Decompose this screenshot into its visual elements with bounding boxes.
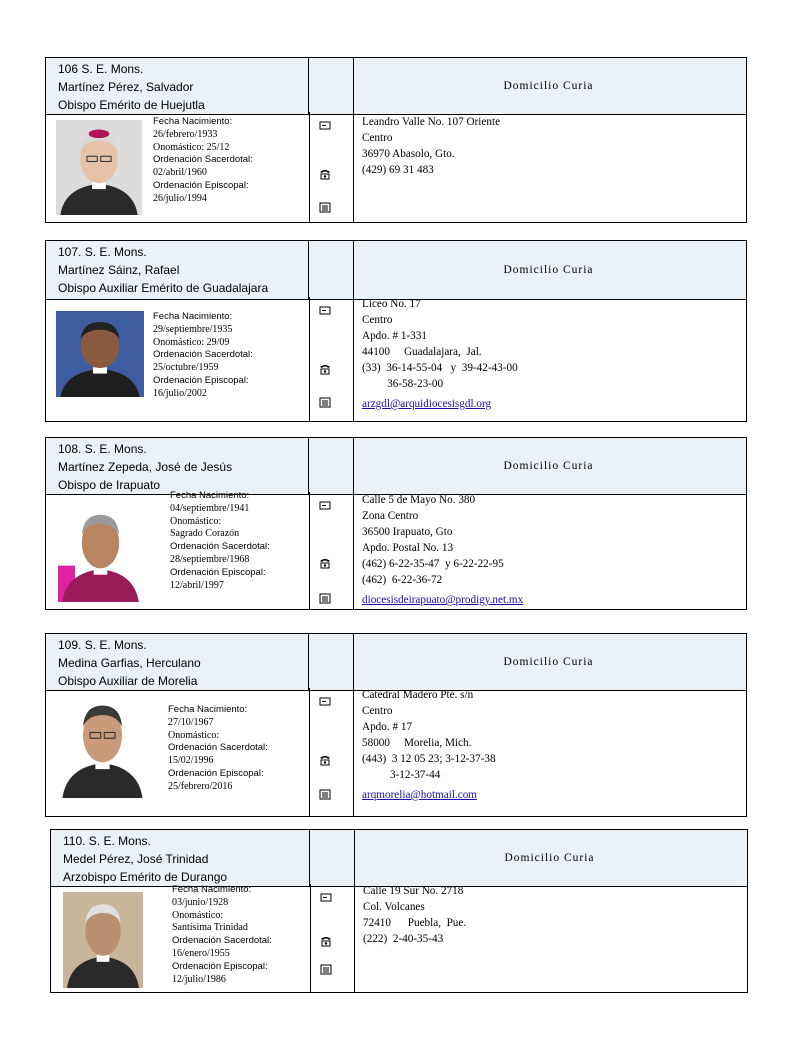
bishop-portrait — [58, 502, 143, 602]
address-line: (443) 3 12 05 23; 3-12-37-38 — [362, 753, 496, 765]
mailbox-icon — [319, 498, 331, 510]
address-line: Zona Centro — [362, 510, 419, 522]
telephone-icon — [319, 362, 331, 374]
address-line: Col. Volcanes — [363, 901, 425, 913]
info-label: Fecha Nacimiento: — [168, 704, 248, 715]
domicilio-heading: Domicilio Curia — [503, 460, 594, 472]
directory-entry — [45, 240, 747, 422]
bishop-office: Arzobispo Emérito de Durango — [63, 870, 228, 884]
photo-info-column — [46, 492, 310, 609]
entry-body — [46, 492, 746, 609]
domicilio-heading: Domicilio Curia — [503, 264, 594, 276]
info-value: 29/septiembre/1935 — [153, 323, 233, 335]
address-line: 36500 Irapuato, Gto — [362, 526, 453, 538]
fax-icon — [319, 787, 331, 799]
mailbox-icon — [319, 694, 331, 706]
header-icon-column — [309, 58, 354, 114]
header-icon-column — [309, 438, 354, 494]
curia-address — [362, 114, 500, 178]
info-label: Ordenación Episcopal: — [168, 767, 264, 779]
fax-icon — [320, 962, 332, 974]
bishop-name-block — [46, 438, 309, 494]
entry-header — [46, 634, 746, 691]
entry-body — [46, 112, 746, 222]
info-value: 25/octubre/1959 — [153, 362, 219, 374]
info-value: 26/julio/1994 — [153, 192, 207, 204]
bishop-portrait — [58, 692, 147, 798]
curia-address — [363, 883, 466, 947]
domicilio-heading: Domicilio Curia — [503, 80, 594, 92]
directory-entry — [45, 437, 747, 610]
info-value: 25/febrero/2016 — [168, 780, 233, 792]
entry-header — [46, 438, 746, 495]
address-line: Apdo. # 17 — [362, 721, 413, 733]
info-value: 16/julio/2002 — [153, 387, 207, 399]
address-line: Centro — [362, 314, 393, 326]
info-value: 12/abril/1997 — [170, 579, 224, 591]
info-label: Ordenación Episcopal: — [153, 179, 249, 191]
info-label: Ordenación Sacerdotal: — [170, 541, 270, 553]
address-line: (222) 2-40-35-43 — [363, 933, 444, 945]
info-label: Ordenación Episcopal: — [172, 960, 268, 972]
bishop-name: Medina Garfias, Herculano — [58, 656, 201, 670]
address-line: (33) 36-14-55-04 y 39-42-43-00 — [362, 362, 518, 374]
info-value: 02/abril/1960 — [153, 167, 207, 179]
bishop-office: Obispo de Irapuato — [58, 478, 161, 492]
info-value: Sagrado Corazón — [170, 528, 240, 540]
address-line: Apdo. # 1-331 — [362, 330, 427, 342]
email-link[interactable]: diocesisdeirapuato@prodigy.net.mx — [362, 594, 524, 606]
domicilio-heading: Domicilio Curia — [503, 656, 594, 668]
bishop-office: Obispo Auxiliar Emérito de Guadalajara — [58, 281, 269, 295]
address-line: Centro — [362, 132, 393, 144]
photo-info-column — [46, 297, 310, 421]
address-line: (462) 6-22-36-72 — [362, 574, 443, 586]
address-line: Calle 5 de Mayo No. 380 — [362, 494, 476, 506]
address-line: 44100 Guadalajara, Jal. — [362, 346, 482, 358]
entry-header — [51, 830, 747, 887]
address-line: Leandro Valle No. 107 Oriente — [362, 116, 501, 128]
info-value: Santísima Trinidad — [172, 922, 248, 934]
bishop-name-block — [46, 241, 309, 299]
photo-info-column — [51, 884, 311, 992]
info-label: Fecha Nacimiento: — [153, 116, 233, 127]
bishop-office: Obispo Auxiliar de Morelia — [58, 674, 198, 688]
bishop-name: Martínez Zepeda, José de Jesús — [58, 460, 233, 474]
info-label: Onomástico: — [168, 729, 220, 741]
header-icon-column — [310, 830, 355, 886]
entry-number-title: 109. S. E. Mons. — [58, 638, 147, 652]
photo-info-column — [46, 688, 310, 816]
bishop-name: Medel Pérez, José Trinidad — [63, 852, 209, 866]
telephone-icon — [319, 167, 331, 179]
email-link[interactable]: arzgdl@arquidiocesisgdl.org — [362, 398, 492, 410]
entry-number-title: 110. S. E. Mons. — [63, 834, 151, 848]
info-label: Ordenación Sacerdotal: — [168, 742, 268, 754]
contact-icon-column — [309, 297, 354, 421]
address-line: Calle 19 Sur No. 2718 — [363, 885, 464, 897]
address-line: (429) 69 31 483 — [362, 164, 434, 176]
contact-icon-column — [310, 884, 355, 992]
curia-address — [362, 492, 523, 608]
bishop-portrait — [56, 311, 144, 397]
info-label: Fecha Nacimiento: — [170, 490, 250, 501]
entry-body — [51, 884, 747, 992]
biographical-dates — [170, 490, 270, 592]
address-line: 36-58-23-00 — [362, 378, 444, 390]
directory-entry — [45, 633, 747, 817]
address-line: (462) 6-22-35-47 y 6-22-22-95 — [362, 558, 504, 570]
telephone-icon — [320, 934, 332, 946]
email-link[interactable]: arqmorelia@hotmail.com — [362, 789, 477, 801]
info-label: Ordenación Episcopal: — [170, 566, 266, 578]
address-line: Liceo No. 17 — [362, 298, 421, 310]
info-value: 27/10/1967 — [168, 716, 214, 728]
biographical-dates — [153, 311, 253, 401]
info-label: Onomástico: — [170, 515, 222, 527]
header-icon-column — [309, 241, 354, 299]
bishop-name-block — [51, 830, 310, 886]
info-value: 15/02/1996 — [168, 755, 214, 767]
directory-entry — [50, 829, 748, 993]
info-value: 26/febrero/1933 — [153, 128, 218, 140]
contact-icon-column — [309, 112, 354, 222]
entry-body — [46, 297, 746, 421]
info-label: Onomástico: 29/09 — [153, 336, 230, 348]
address-line: Apdo. Postal No. 13 — [362, 542, 454, 554]
info-value: 28/septiembre/1968 — [170, 553, 250, 565]
info-label: Onomástico: — [172, 909, 224, 921]
info-label: Onomástico: 25/12 — [153, 141, 230, 153]
fax-icon — [319, 395, 331, 407]
mailbox-icon — [319, 303, 331, 315]
info-value: 16/enero/1955 — [172, 947, 230, 959]
bishop-portrait — [63, 892, 143, 988]
info-label: Ordenación Sacerdotal: — [172, 935, 272, 947]
entry-number-title: 107. S. E. Mons. — [58, 245, 147, 259]
bishop-name-block — [46, 58, 309, 114]
address-line: 3-12-37-44 — [362, 769, 441, 781]
address-line: 36970 Abasolo, Gto. — [362, 148, 455, 160]
entry-body — [46, 688, 746, 816]
contact-icon-column — [309, 492, 354, 609]
info-value: 04/septiembre/1941 — [170, 502, 250, 514]
info-label: Fecha Nacimiento: — [153, 311, 233, 322]
bishop-name: Martínez Pérez, Salvador — [58, 80, 194, 94]
mailbox-icon — [320, 890, 332, 902]
entry-number-title: 106 S. E. Mons. — [58, 62, 144, 76]
biographical-dates — [153, 116, 253, 206]
entry-header — [46, 58, 746, 115]
curia-address — [362, 296, 518, 412]
mailbox-icon — [319, 118, 331, 130]
info-label: Ordenación Sacerdotal: — [153, 349, 253, 361]
bishop-name: Martínez Sáinz, Rafael — [58, 263, 180, 277]
info-label: Ordenación Sacerdotal: — [153, 154, 253, 166]
biographical-dates — [172, 884, 272, 986]
address-line: Catedral Madero Pte. s/n — [362, 689, 474, 701]
bishop-portrait — [56, 120, 142, 215]
info-value: 03/junio/1928 — [172, 896, 229, 908]
bishop-office: Obispo Emérito de Huejutla — [58, 98, 205, 112]
directory-entry — [45, 57, 747, 223]
photo-info-column — [46, 112, 310, 222]
info-label: Fecha Nacimiento: — [172, 884, 252, 895]
address-line: 58000 Morelia, Mich. — [362, 737, 472, 749]
bishop-name-block — [46, 634, 309, 690]
address-line: Centro — [362, 705, 393, 717]
address-line: 72410 Puebla, Pue. — [363, 917, 467, 929]
telephone-icon — [319, 556, 331, 568]
curia-address — [362, 687, 496, 803]
biographical-dates — [168, 704, 268, 794]
info-value: 12/julio/1986 — [172, 973, 226, 985]
fax-icon — [319, 200, 331, 212]
header-icon-column — [309, 634, 354, 690]
info-label: Ordenación Episcopal: — [153, 374, 249, 386]
entry-number-title: 108. S. E. Mons. — [58, 442, 147, 456]
fax-icon — [319, 591, 331, 603]
domicilio-heading: Domicilio Curia — [504, 852, 595, 864]
telephone-icon — [319, 753, 331, 765]
contact-icon-column — [309, 688, 354, 816]
entry-header — [46, 241, 746, 300]
